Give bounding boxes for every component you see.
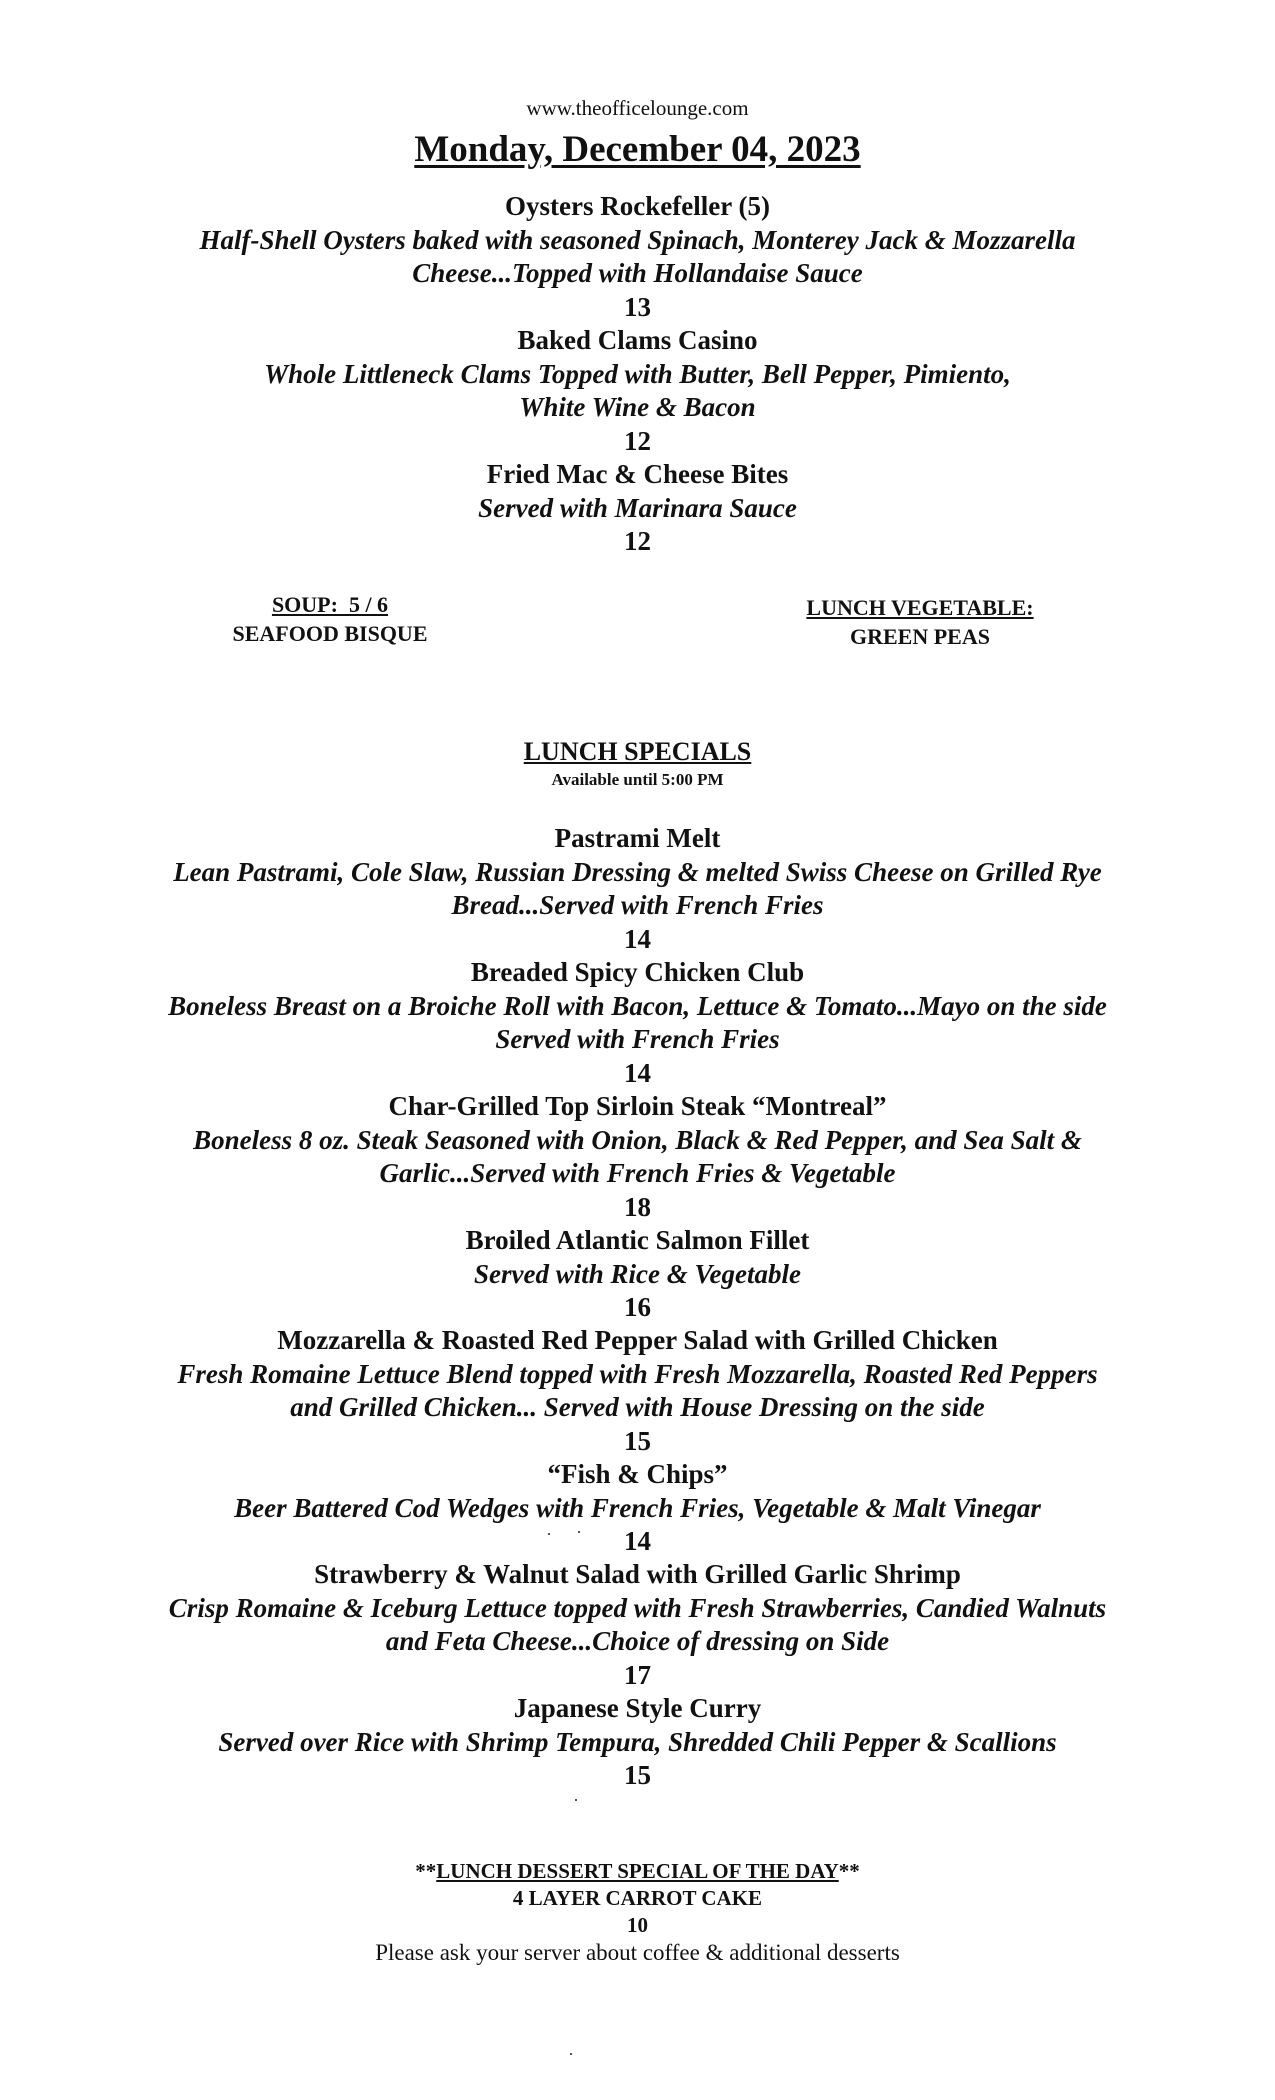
item-name: Oysters Rockefeller (5)	[505, 191, 770, 221]
item-description-line: Whole Littleneck Clams Topped with Butter, Bell Pepper, Pimiento,	[264, 358, 1011, 389]
item-description-line: White Wine & Bacon	[519, 392, 756, 422]
menu-date-text: Monday, December 04, 2023	[414, 129, 861, 170]
soup-value: SEAFOOD BISQUE	[232, 621, 428, 646]
item-price: 14	[624, 1526, 651, 1556]
special-japanese-style-curry	[100, 1692, 1175, 1793]
item-description-line: and Feta Cheese...Choice of dressing on Side	[385, 1626, 890, 1656]
item-description-line: Half-Shell Oysters baked with seasoned Spinach, Monterey Jack & Mozzarella	[199, 224, 1076, 255]
item-name: Japanese Style Curry	[513, 1693, 762, 1723]
item-description-line: Served with Marinara Sauce	[478, 492, 797, 523]
item-name: “Fish & Chips”	[547, 1459, 728, 1489]
vegetable-label: LUNCH VEGETABLE:	[806, 595, 1034, 620]
lunch-specials-title: LUNCH SPECIALS	[523, 737, 752, 766]
item-price: 14	[624, 1057, 651, 1088]
item-description-line: Beer Battered Cod Wedges with French Fries, Vegetable & Malt Vinegar	[234, 1492, 1041, 1523]
special-atlantic-salmon	[100, 1224, 1175, 1325]
dessert-section	[0, 1858, 1275, 1966]
item-name: Fried Mac & Cheese Bites	[486, 459, 789, 489]
special-strawberry-walnut-salad	[100, 1558, 1175, 1692]
item-price: 15	[624, 1425, 651, 1456]
item-price: 16	[624, 1292, 651, 1322]
item-description-line: Boneless 8 oz. Steak Seasoned with Onion, Black & Red Pepper, and Sea Salt &	[193, 1124, 1082, 1155]
dessert-title: LUNCH DESSERT SPECIAL OF THE DAY	[436, 1859, 839, 1883]
item-name: Broiled Atlantic Salmon Fillet	[465, 1225, 810, 1255]
vegetable-value: GREEN PEAS	[850, 624, 990, 649]
item-description-line: Lean Pastrami, Cole Slaw, Russian Dressing & melted Swiss Cheese on Grilled Rye	[173, 856, 1102, 887]
item-price: 13	[624, 291, 651, 322]
item-description-line: Cheese...Topped with Hollandaise Sauce	[412, 258, 863, 288]
item-description-line: Bread...Served with French Fries	[451, 890, 824, 920]
appetizer-baked-clams-casino	[100, 324, 1175, 458]
scan-speck	[578, 1531, 580, 1533]
website-url: www.theofficelounge.com	[526, 96, 749, 120]
item-name: Pastrami Melt	[554, 823, 721, 853]
item-name: Breaded Spicy Chicken Club	[470, 957, 805, 987]
dessert-item: 4 LAYER CARROT CAKE	[512, 1886, 763, 1910]
soup-section	[180, 590, 480, 648]
special-pastrami-melt	[100, 822, 1175, 956]
item-price: 14	[624, 923, 651, 954]
scan-speck	[575, 1799, 577, 1801]
item-price: 17	[624, 1659, 651, 1690]
item-name: Char-Grilled Top Sirloin Steak “Montreal”	[388, 1091, 887, 1121]
dessert-note: Please ask your server about coffee & additional desserts	[375, 1940, 900, 1965]
item-description-line: Fresh Romaine Lettuce Blend topped with Fresh Mozzarella, Roasted Red Peppers	[177, 1358, 1098, 1389]
scan-speck	[548, 1533, 550, 1535]
item-name: Strawberry & Walnut Salad with Grilled Garlic Shrimp	[314, 1559, 961, 1589]
special-breaded-spicy-chicken-club	[100, 956, 1175, 1090]
item-description-line: Served with Rice & Vegetable	[474, 1258, 801, 1289]
item-description-line: Garlic...Served with French Fries & Vegetable	[379, 1158, 896, 1188]
item-description-line: Served over Rice with Shrimp Tempura, Shredded Chili Pepper & Scallions	[218, 1726, 1057, 1757]
item-description-line: Boneless Breast on a Broiche Roll with Bacon, Lettuce & Tomato...Mayo on the side	[168, 990, 1107, 1021]
soup-label: SOUP: 5 / 6	[271, 592, 389, 617]
dessert-price: 10	[627, 1913, 648, 1937]
item-description-line: Crisp Romaine & Iceburg Lettuce topped with Fresh Strawberries, Candied Walnuts	[168, 1592, 1107, 1623]
lunch-specials-subtitle: Available until 5:00 PM	[551, 770, 724, 789]
appetizer-oysters-rockefeller	[100, 190, 1175, 324]
item-description-line: and Grilled Chicken... Served with House Dressing on the side	[290, 1392, 985, 1422]
dessert-suffix: **	[838, 1859, 860, 1883]
item-price: 12	[624, 526, 651, 556]
scan-speck	[570, 2053, 572, 2055]
special-mozzarella-salad	[100, 1324, 1175, 1458]
dessert-prefix: **	[415, 1859, 437, 1883]
special-top-sirloin-steak	[100, 1090, 1175, 1224]
item-price: 12	[624, 425, 651, 456]
menu-date	[0, 128, 1275, 171]
item-price: 15	[624, 1760, 651, 1790]
vegetable-section	[760, 593, 1080, 651]
special-fish-and-chips	[100, 1458, 1175, 1559]
dessert-header	[0, 1858, 1275, 1885]
item-name: Baked Clams Casino	[517, 325, 758, 355]
item-description-line: Served with French Fries	[495, 1024, 780, 1054]
item-name: Mozzarella & Roasted Red Pepper Salad with Grilled Chicken	[277, 1325, 998, 1355]
item-price: 18	[624, 1191, 651, 1222]
appetizer-fried-mac-cheese-bites	[100, 458, 1175, 559]
